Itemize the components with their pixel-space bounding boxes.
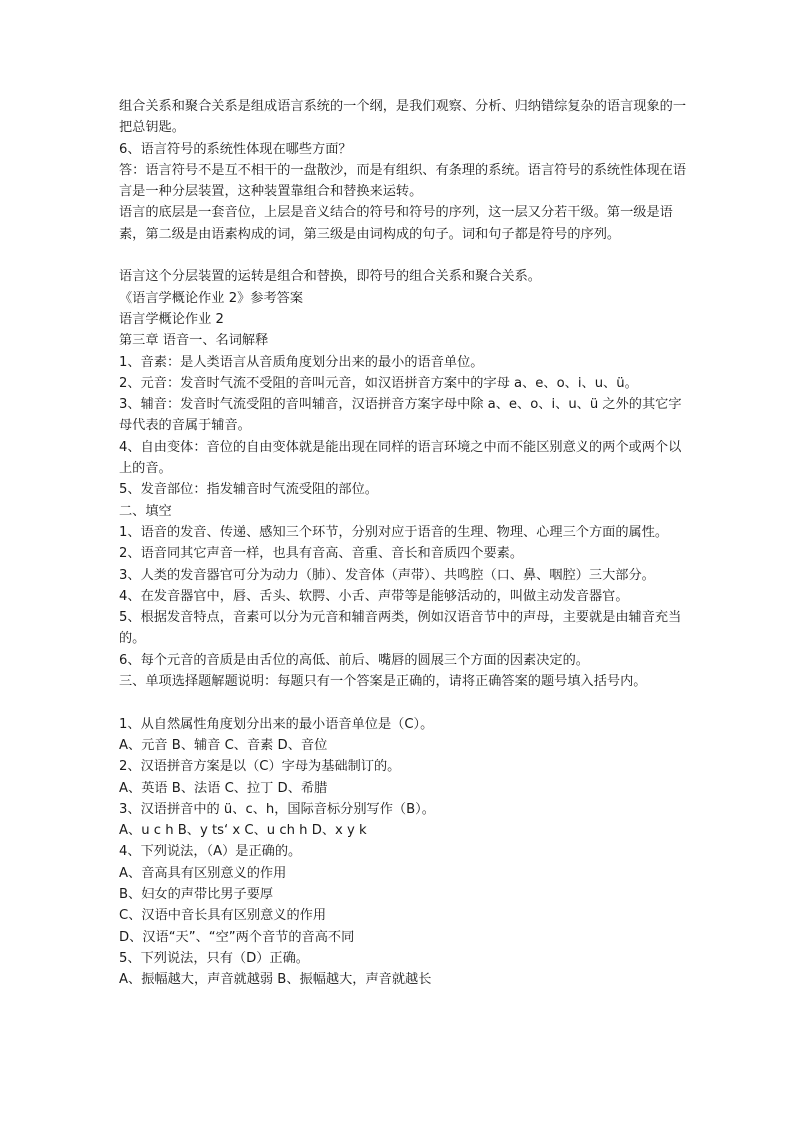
fill-item-1: 1、语音的发音、传递、感知三个环节，分别对应于语音的生理、物理、心理三个方面的属性。 xyxy=(119,524,669,540)
fill-item-5: 5、根据发音特点，音素可以分为元音和辅音两类，例如汉语音节中的声母，主要就是由辅音充当的。 xyxy=(119,610,682,647)
choice-question-5: 5、下列说法，只有（D）正确。 xyxy=(119,950,309,966)
choice-question-3: 3、汉语拼音中的 ü、c、h，国际音标分别写作（B）。 xyxy=(119,801,435,817)
question-6: 6、语言符号的系统性体现在哪些方面？ xyxy=(119,141,352,157)
choice-option-4c: C、汉语中音长具有区别意义的作用 xyxy=(119,908,327,924)
assignment-title: 语言学概论作业 2 xyxy=(119,311,224,327)
paragraph-layers: 语言的底层是一套音位，上层是音义结合的符号和符号的序列，这一层又分若干级。第一级是语素，第二级是由语素构成的词，第三级是由词构成的句子。词和句子都是符号的序列。 xyxy=(119,205,673,242)
blank-line xyxy=(119,692,689,713)
choice-options-1: A、元音 B、辅音 C、音素 D、音位 xyxy=(119,737,328,753)
choice-options-5: A、振幅越大，声音就越弱 B、振幅越大，声音就越长 xyxy=(119,972,432,988)
term-free-variant: 4、自由变体：音位的自由变体就是能出现在同样的语言环境之中而不能区别意义的两个或两个以上的音。 xyxy=(119,439,682,477)
fill-item-3: 3、人类的发音器官可分为动力（肺）、发音体（声带）、共鸣腔（口、鼻、咽腔）三大部分。 xyxy=(119,567,655,583)
fill-item-4: 4、在发音器官中，唇、舌头、软腭、小舌、声带等是能够活动的，叫做主动发音器官。 xyxy=(119,588,629,604)
fill-item-2: 2、语音同其它声音一样，也具有音高、音重、音长和音质四个要素。 xyxy=(119,546,524,562)
choice-option-4d: D、汉语“天”、“空”两个音节的音高不同 xyxy=(119,929,355,945)
choice-options-2: A、英语 B、法语 C、拉丁 D、希腊 xyxy=(119,780,328,796)
choice-question-4: 4、下列说法，（A）是正确的。 xyxy=(119,844,302,860)
choice-option-4b: B、妇女的声带比男子要厚 xyxy=(119,886,274,902)
choice-question-1: 1、从自然属性角度划分出来的最小语音单位是（C）。 xyxy=(119,716,434,732)
term-consonant: 3、辅音：发音时气流受阻的音叫辅音，汉语拼音方案字母中除 a、e、o、i、u、ü 之外的其它字母代表的音属于辅音。 xyxy=(119,397,682,434)
choice-option-4a: A、音高具有区别意义的作用 xyxy=(119,865,287,881)
chapter-heading: 第三章 语音一、名词解释 xyxy=(119,333,269,349)
term-place-of-articulation: 5、发音部位：指发辅音时气流受阻的部位。 xyxy=(119,482,378,498)
paragraph-combination-relations: 组合关系和聚合关系是组成语言系统的一个纲，是我们观察、分析、归纳错综复杂的语言现象的一把总钥匙。 xyxy=(119,99,687,136)
section-fill-in: 二、填空 xyxy=(119,503,172,519)
reference-answer-title: 《语言学概论作业 2》参考答案 xyxy=(119,290,304,306)
blank-line xyxy=(119,245,689,266)
choice-options-3: A、u c h B、y ts‘ x C、u ch h D、x y k xyxy=(119,823,367,839)
term-phoneme: 1、音素：是人类语言从音质角度划分出来的最小的语音单位。 xyxy=(119,354,484,370)
section-single-choice: 三、单项选择题解题说明：每题只有一个答案是正确的，请将正确答案的题号填入括号内。 xyxy=(119,674,647,690)
term-vowel: 2、元音：发音时气流不受阻的音叫元音，如汉语拼音方案中的字母 a、e、o、i、u、ü。 xyxy=(119,375,638,391)
document-body xyxy=(119,96,689,990)
answer-6: 答：语言符号不是互不相干的一盘散沙，而是有组织、有条理的系统。语言符号的系统性体现在语言是一种分层装置，这种装置靠组合和替换来运转。 xyxy=(119,162,687,200)
fill-item-6: 6、每个元音的音质是由舌位的高低、前后、嘴唇的圆展三个方面的因素决定的。 xyxy=(119,652,589,668)
choice-question-2: 2、汉语拼音方案是以（C）字母为基础制订的。 xyxy=(119,759,401,775)
paragraph-operation: 语言这个分层装置的运转是组合和替换，即符号的组合关系和聚合关系。 xyxy=(119,269,541,285)
